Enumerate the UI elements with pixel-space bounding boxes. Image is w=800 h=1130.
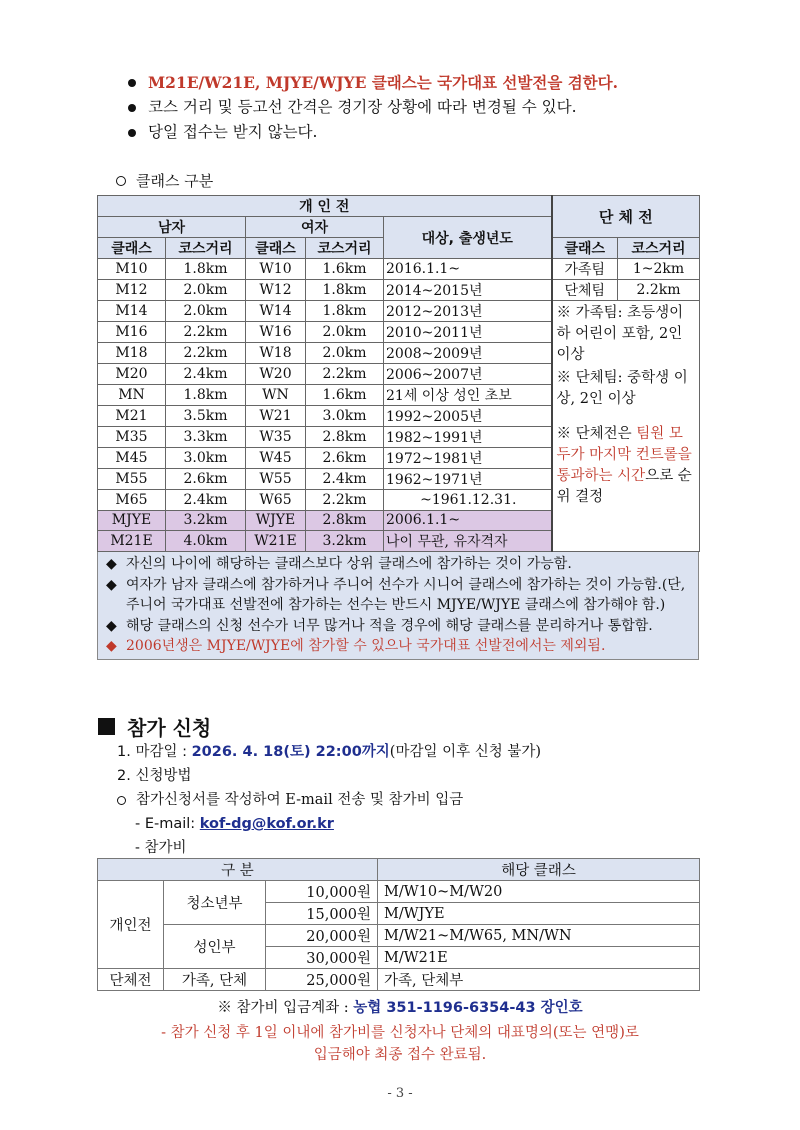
col-dist-header: 코스거리 bbox=[306, 238, 384, 259]
class-table-block bbox=[97, 195, 699, 660]
class-female: W35 bbox=[246, 427, 306, 448]
dist-female: 1.6km bbox=[306, 259, 384, 280]
fee-classes: M/W21~M/W65, MN/WN bbox=[378, 925, 700, 947]
dist-female: 1.8km bbox=[306, 301, 384, 322]
dist-female: 2.8km bbox=[306, 427, 384, 448]
class-female: W20 bbox=[246, 364, 306, 385]
method-item-text: 참가신청서를 작성하여 E-mail 전송 및 참가비 입금 bbox=[136, 792, 464, 808]
dist-female: 2.8km bbox=[306, 510, 384, 531]
class-target: 2006.1.1~ bbox=[384, 510, 552, 531]
email-line bbox=[117, 812, 541, 836]
fee-classes: 가족, 단체부 bbox=[378, 969, 700, 991]
team-col-class-header: 클래스 bbox=[552, 238, 618, 259]
class-female: W65 bbox=[246, 490, 306, 511]
bank-value: 농협 351-1196-6354-43 장인호 bbox=[353, 1000, 583, 1016]
class-female: W10 bbox=[246, 259, 306, 280]
page-number: - 3 - bbox=[387, 1086, 413, 1101]
deadline-value: 2026. 4. 18(토) 22:00까지 bbox=[191, 744, 390, 760]
class-male: M16 bbox=[98, 322, 166, 343]
dist-female: 1.8km bbox=[306, 280, 384, 301]
class-target: 2006~2007년 bbox=[384, 364, 552, 385]
class-male: M35 bbox=[98, 427, 166, 448]
dist-female: 3.0km bbox=[306, 406, 384, 427]
dist-male: 1.8km bbox=[166, 385, 246, 406]
class-target: 21세 이상 성인 초보 bbox=[384, 385, 552, 406]
team-note: ※ 단체팀: 중학생 이상, 2인 이상 bbox=[556, 370, 688, 407]
class-female: W45 bbox=[246, 448, 306, 469]
class-target: 2008~2009년 bbox=[384, 343, 552, 364]
class-female: W14 bbox=[246, 301, 306, 322]
bullet-text: M21E/W21E, MJYE/WJYE 클래스는 국가대표 선발전을 겸한다. bbox=[148, 73, 619, 92]
fee-head-category: 구 분 bbox=[98, 859, 378, 881]
male-header: 남자 bbox=[98, 217, 246, 238]
bullet-item bbox=[128, 120, 618, 145]
class-target: 1962~1971년 bbox=[384, 469, 552, 490]
deadline-line bbox=[117, 740, 541, 764]
class-male: M21E bbox=[98, 531, 166, 552]
dist-male: 2.0km bbox=[166, 301, 246, 322]
col-dist-header: 코스거리 bbox=[166, 238, 246, 259]
team-class: 가족팀 bbox=[552, 259, 618, 280]
dist-male: 3.2km bbox=[166, 510, 246, 531]
bullet-list bbox=[128, 70, 618, 145]
dist-male: 3.0km bbox=[166, 448, 246, 469]
class-target: 1982~1991년 bbox=[384, 427, 552, 448]
bullet-item bbox=[128, 95, 618, 120]
team-note-suffix: 으로 순위 결정 bbox=[556, 468, 692, 505]
class-target: 2010~2011년 bbox=[384, 322, 552, 343]
class-male: M14 bbox=[98, 301, 166, 322]
dist-female: 2.6km bbox=[306, 448, 384, 469]
class-target: 1972~1981년 bbox=[384, 448, 552, 469]
fee-label: - 참가비 bbox=[135, 840, 187, 856]
bullet-dot-icon bbox=[128, 129, 136, 137]
fee-classes: M/W21E bbox=[378, 947, 700, 969]
fee-individual: 개인전 bbox=[98, 881, 164, 969]
square-bullet-icon bbox=[98, 718, 115, 735]
class-row bbox=[98, 280, 700, 301]
dist-male: 3.5km bbox=[166, 406, 246, 427]
fee-amount: 30,000원 bbox=[266, 947, 378, 969]
class-target: 2016.1.1~ bbox=[384, 259, 552, 280]
class-note-text: 2006년생은 MJYE/WJYE에 참가할 수 있으나 국가대표 선발전에서는 제외됨. bbox=[126, 638, 606, 654]
class-female: W21E bbox=[246, 531, 306, 552]
class-female: W16 bbox=[246, 322, 306, 343]
bullet-dot-icon bbox=[128, 104, 136, 112]
class-note bbox=[106, 636, 692, 657]
col-class-header: 클래스 bbox=[246, 238, 306, 259]
class-male: M18 bbox=[98, 343, 166, 364]
class-target: 2014~2015년 bbox=[384, 280, 552, 301]
class-female: WN bbox=[246, 385, 306, 406]
class-male: M12 bbox=[98, 280, 166, 301]
dist-male: 3.3km bbox=[166, 427, 246, 448]
class-male: M21 bbox=[98, 406, 166, 427]
bullet-item bbox=[128, 70, 618, 95]
diamond-icon: ◆ bbox=[106, 556, 117, 572]
dist-female: 2.0km bbox=[306, 343, 384, 364]
class-row bbox=[98, 259, 700, 280]
class-section-label bbox=[116, 170, 213, 191]
class-male: M65 bbox=[98, 490, 166, 511]
circle-icon bbox=[117, 796, 126, 805]
col-class-header: 클래스 bbox=[98, 238, 166, 259]
class-note bbox=[106, 554, 692, 575]
deadline-note: (마감일 이후 신청 불가) bbox=[389, 744, 542, 760]
dist-male: 2.2km bbox=[166, 322, 246, 343]
class-target: 1992~2005년 bbox=[384, 406, 552, 427]
final-note-line2: 입금해야 최종 접수 완료됨. bbox=[313, 1047, 487, 1063]
apply-section-heading bbox=[98, 712, 211, 741]
bullet-dot-icon bbox=[128, 79, 136, 87]
class-note-text: 여자가 남자 클래스에 참가하거나 주니어 선수가 시니어 클래스에 참가하는 것이 가능함.(단, 주니어 국가대표 선발전에 참가하는 선수는 반드시 MJYE/WJYE 클래스에 참가해야 함.) bbox=[126, 576, 686, 613]
class-male: M20 bbox=[98, 364, 166, 385]
class-target: ~1961.12.31. bbox=[384, 490, 552, 511]
final-note bbox=[0, 1022, 800, 1066]
class-male: M55 bbox=[98, 469, 166, 490]
circle-icon bbox=[116, 176, 126, 186]
fee-team: 단체전 bbox=[98, 969, 164, 991]
bank-line bbox=[0, 996, 800, 1017]
method-label: 2. 신청방법 bbox=[117, 768, 192, 784]
target-header: 대상, 출생년도 bbox=[384, 217, 552, 259]
team-dist: 1~2km bbox=[618, 259, 700, 280]
class-female: W18 bbox=[246, 343, 306, 364]
class-section-text: 클래스 구분 bbox=[136, 172, 214, 190]
diamond-icon: ◆ bbox=[106, 576, 117, 593]
class-note bbox=[106, 575, 692, 616]
team-note bbox=[557, 424, 696, 508]
fee-amount: 15,000원 bbox=[266, 903, 378, 925]
team-note: ※ 가족팀: 초등생이하 어린이 포함, 2인 이상 bbox=[556, 305, 684, 363]
apply-section-title: 참가 신청 bbox=[127, 716, 212, 740]
class-target: 나이 무관, 유자격자 bbox=[384, 531, 552, 552]
deadline-label: 1. 마감일 : bbox=[117, 744, 192, 760]
email-label: - E-mail: bbox=[135, 816, 200, 832]
email-link[interactable]: kof-dg@kof.or.kr bbox=[199, 816, 334, 832]
fee-adult: 성인부 bbox=[164, 925, 266, 969]
dist-female: 2.0km bbox=[306, 322, 384, 343]
diamond-icon: ◆ bbox=[106, 617, 117, 634]
dist-male: 2.4km bbox=[166, 490, 246, 511]
bullet-text: 코스 거리 및 등고선 간격은 경기장 상황에 따라 변경될 수 있다. bbox=[148, 98, 577, 116]
fee-team-sub: 가족, 단체 bbox=[164, 969, 266, 991]
method-item bbox=[117, 788, 541, 812]
dist-male: 4.0km bbox=[166, 531, 246, 552]
class-notes bbox=[97, 552, 699, 660]
apply-content bbox=[117, 740, 541, 860]
fee-head-class: 해당 클래스 bbox=[378, 859, 700, 881]
class-note-text: 자신의 나이에 해당하는 클래스보다 상위 클래스에 참가하는 것이 가능함. bbox=[126, 556, 572, 572]
dist-female: 1.6km bbox=[306, 385, 384, 406]
dist-male: 2.6km bbox=[166, 469, 246, 490]
dist-female: 3.2km bbox=[306, 531, 384, 552]
class-female: W55 bbox=[246, 469, 306, 490]
class-male: M45 bbox=[98, 448, 166, 469]
class-male: MJYE bbox=[98, 510, 166, 531]
class-male: M10 bbox=[98, 259, 166, 280]
class-female: W21 bbox=[246, 406, 306, 427]
class-table bbox=[97, 195, 700, 552]
team-note-prefix: ※ 단체전은 bbox=[556, 426, 637, 442]
team-col-dist-header: 코스거리 bbox=[618, 238, 700, 259]
class-row bbox=[98, 301, 700, 322]
fee-amount: 25,000원 bbox=[266, 969, 378, 991]
dist-male: 2.4km bbox=[166, 364, 246, 385]
final-note-line1: - 참가 신청 후 1일 이내에 참가비를 신청자나 단체의 대표명의(또는 연맹)로 bbox=[161, 1025, 639, 1041]
diamond-icon: ◆ bbox=[106, 638, 117, 654]
fee-classes: M/WJYE bbox=[378, 903, 700, 925]
bullet-text: 당일 접수는 받지 않는다. bbox=[148, 123, 318, 141]
dist-female: 2.4km bbox=[306, 469, 384, 490]
fee-amount: 20,000원 bbox=[266, 925, 378, 947]
fee-amount: 10,000원 bbox=[266, 881, 378, 903]
dist-female: 2.2km bbox=[306, 364, 384, 385]
team-notes bbox=[552, 301, 700, 552]
fee-classes: M/W10~M/W20 bbox=[378, 881, 700, 903]
class-note-text: 해당 클래스의 신청 선수가 너무 많거나 적을 경우에 해당 클래스를 분리하거나 통합함. bbox=[126, 617, 653, 634]
dist-male: 2.2km bbox=[166, 343, 246, 364]
team-title: 단 체 전 bbox=[552, 196, 700, 238]
female-header: 여자 bbox=[246, 217, 384, 238]
team-class: 단체팀 bbox=[552, 280, 618, 301]
team-note-red: 팀원 모두가 마지막 컨트롤을 통과하는 시간 bbox=[556, 426, 692, 484]
bank-label: ※ 참가비 입금계좌 : bbox=[217, 1000, 354, 1016]
individual-title: 개 인 전 bbox=[98, 196, 552, 217]
fee-table bbox=[97, 858, 700, 991]
team-dist: 2.2km bbox=[618, 280, 700, 301]
class-target: 2012~2013년 bbox=[384, 301, 552, 322]
class-note bbox=[106, 616, 692, 637]
dist-male: 2.0km bbox=[166, 280, 246, 301]
dist-female: 2.2km bbox=[306, 490, 384, 511]
class-male: MN bbox=[98, 385, 166, 406]
class-female: W12 bbox=[246, 280, 306, 301]
dist-male: 1.8km bbox=[166, 259, 246, 280]
class-female: WJYE bbox=[246, 510, 306, 531]
fee-youth: 청소년부 bbox=[164, 881, 266, 925]
